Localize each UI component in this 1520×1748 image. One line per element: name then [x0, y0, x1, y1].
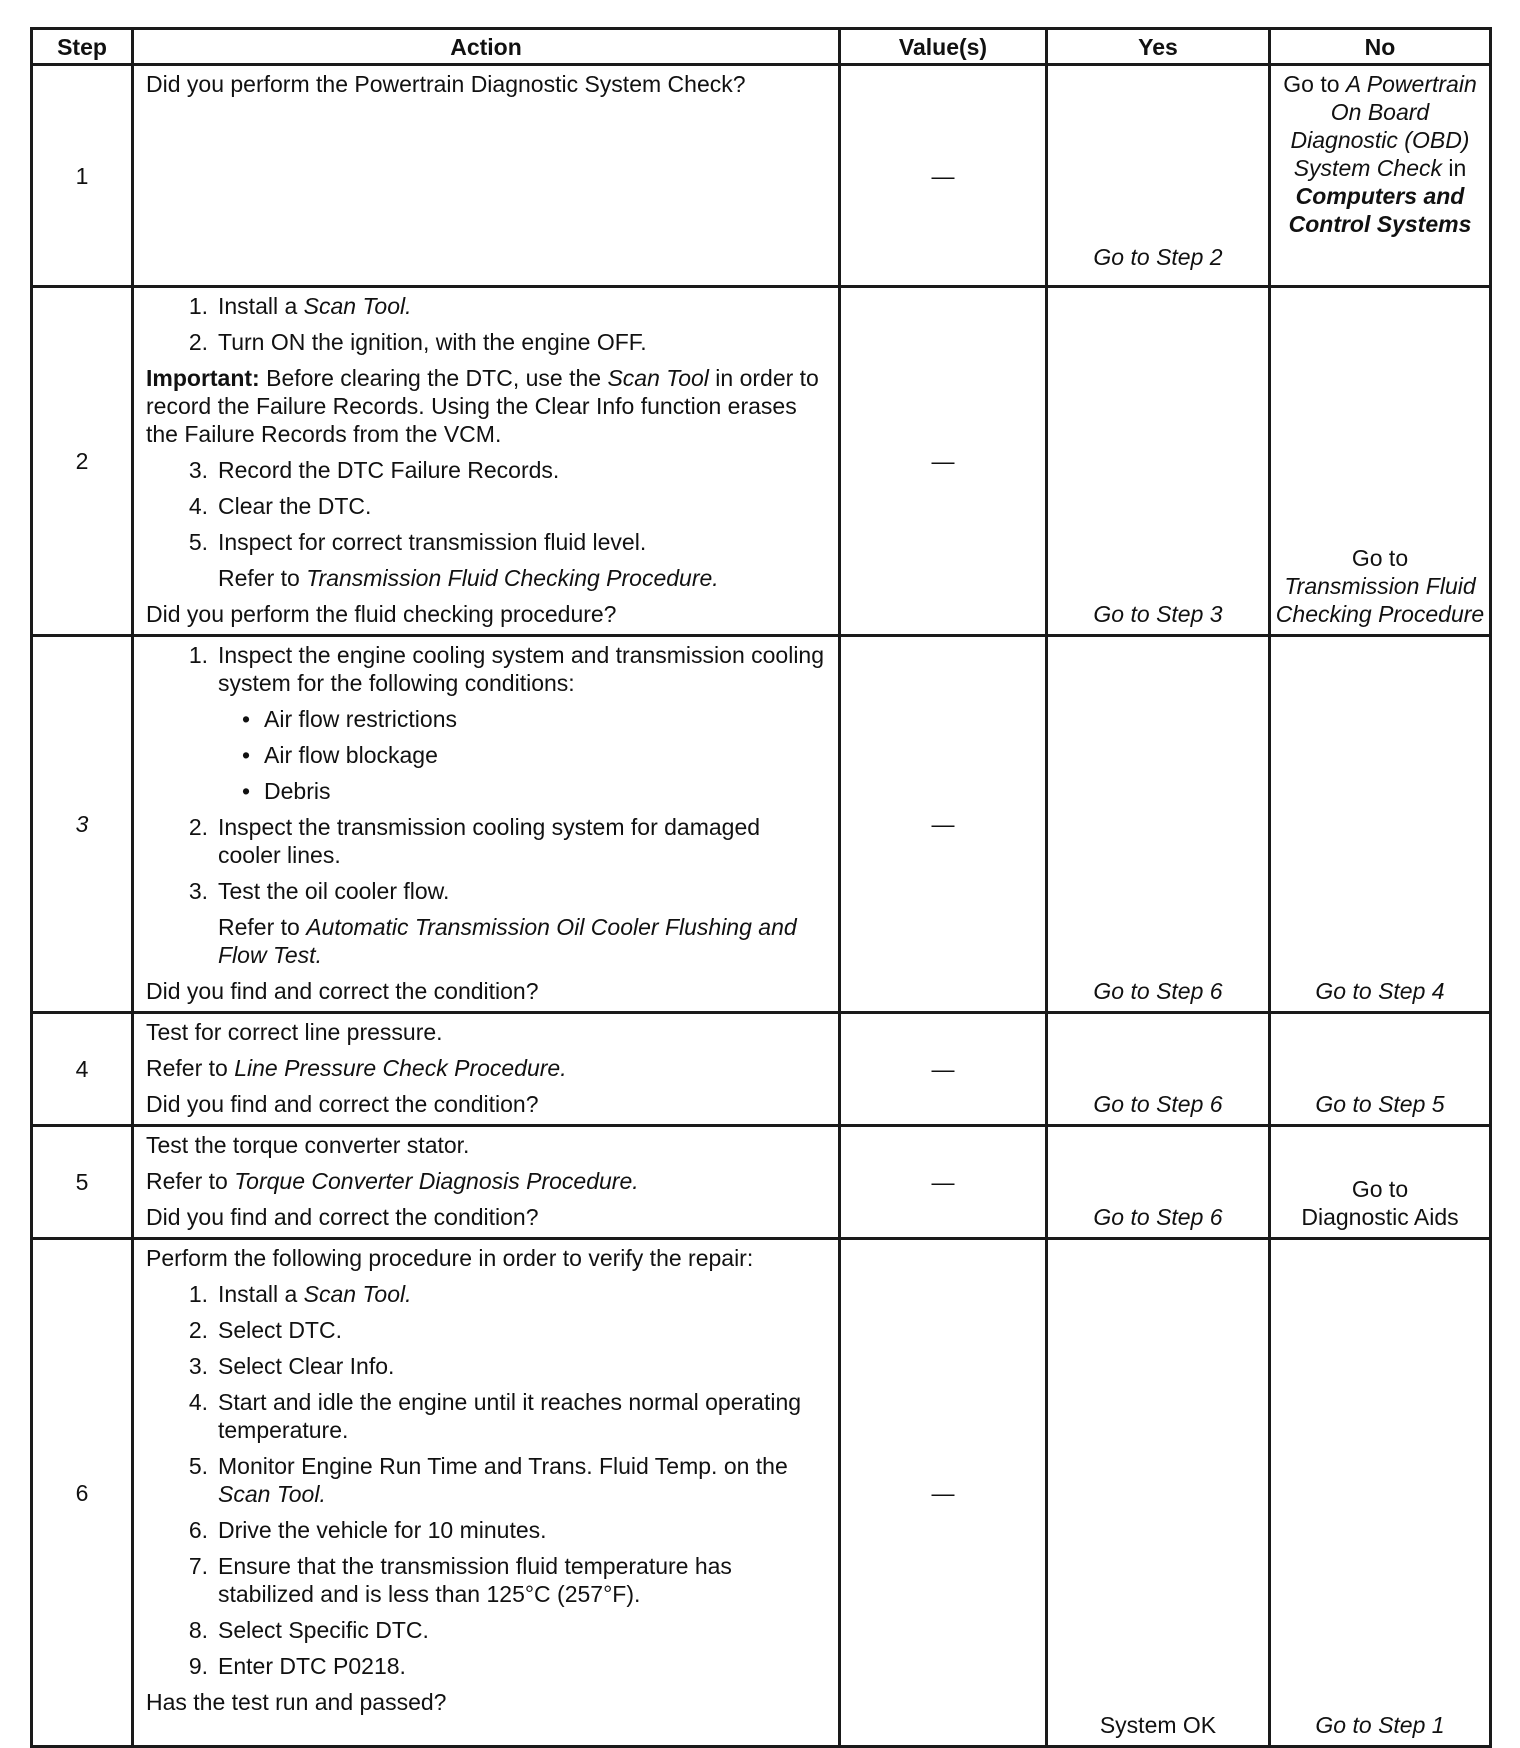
step-number: 3	[32, 636, 133, 1013]
action-cell	[133, 287, 840, 636]
diagnostic-table-page	[30, 27, 1485, 1748]
list-item: 4. Clear the DTC.	[188, 493, 372, 519]
step-number: 6	[32, 1239, 133, 1747]
list-item: 6. Drive the vehicle for 10 minutes.	[188, 1517, 547, 1543]
list-item: 9. Enter DTC P0218.	[188, 1653, 406, 1679]
reference: Refer to Line Pressure Check Procedure.	[146, 1055, 567, 1081]
list-item: 1. Install a Scan Tool.	[188, 293, 412, 319]
action-text: Test the torque converter stator.	[146, 1132, 470, 1158]
list-item: 2. Select DTC.	[188, 1317, 342, 1343]
no-cell: Go to Step 1	[1270, 1239, 1491, 1747]
header-yes: Yes	[1047, 29, 1270, 65]
header-no: No	[1270, 29, 1491, 65]
yes-cell: Go to Step 6	[1047, 1013, 1270, 1126]
action-cell	[133, 1126, 840, 1239]
bullet-item: • Air flow blockage	[242, 742, 438, 768]
yes-cell: Go to Step 2	[1047, 65, 1270, 287]
diagnostic-table	[30, 27, 1492, 1748]
action-cell	[133, 1013, 840, 1126]
yes-cell: System OK	[1047, 1239, 1270, 1747]
action-cell	[133, 1239, 840, 1747]
reference: Refer to Transmission Fluid Checking Procedure.	[218, 565, 719, 591]
no-cell: Go to A Powertrain On Board Diagnostic (OBD) System Check in Computers and Control Systems	[1270, 65, 1491, 287]
list-item: 3. Test the oil cooler flow.	[188, 878, 450, 904]
header-row	[32, 29, 1491, 65]
step-number: 5	[32, 1126, 133, 1239]
reference: Refer to Torque Converter Diagnosis Procedure.	[146, 1168, 639, 1194]
no-cell: Go to Step 4	[1270, 636, 1491, 1013]
list-item: 2. Inspect the transmission cooling system for damaged cooler lines.	[188, 814, 761, 868]
step-number: 1	[32, 65, 133, 287]
table-row	[32, 65, 1491, 287]
question: Did you find and correct the condition?	[146, 978, 539, 1004]
list-item: 7. Ensure that the transmission fluid temperature has stabilized and is less than 125°C (257°F).	[188, 1553, 732, 1607]
yes-cell: Go to Step 6	[1047, 636, 1270, 1013]
step-number: 2	[32, 287, 133, 636]
value-cell: —	[840, 1013, 1047, 1126]
header-values: Value(s)	[840, 29, 1047, 65]
table-row	[32, 636, 1491, 1013]
list-item: 5. Inspect for correct transmission fluid level.	[188, 529, 647, 555]
yes-cell: Go to Step 3	[1047, 287, 1270, 636]
no-cell: Go to Diagnostic Aids	[1270, 1126, 1491, 1239]
list-item: 8. Select Specific DTC.	[188, 1617, 429, 1643]
important-note: Important: Before clearing the DTC, use the Scan Tool in order to record the Failure Records. Using the Clear Info function erases the Failure Records from the VCM.	[146, 365, 819, 447]
question: Did you find and correct the condition?	[146, 1091, 539, 1117]
list-item: 3. Record the DTC Failure Records.	[188, 457, 560, 483]
question: Has the test run and passed?	[146, 1689, 447, 1715]
action-text: Test for correct line pressure.	[146, 1019, 443, 1045]
list-item: 2. Turn ON the ignition, with the engine OFF.	[188, 329, 647, 355]
list-item: 4. Start and idle the engine until it reaches normal operating temperature.	[188, 1389, 802, 1443]
step-number: 4	[32, 1013, 133, 1126]
value-cell: —	[840, 1239, 1047, 1747]
value-cell: —	[840, 65, 1047, 287]
bullet-item: • Air flow restrictions	[242, 706, 457, 732]
list-item: 5. Monitor Engine Run Time and Trans. Fluid Temp. on the Scan Tool.	[188, 1453, 788, 1507]
question: Did you perform the fluid checking procedure?	[146, 601, 617, 627]
action-cell	[133, 636, 840, 1013]
intro-text: Perform the following procedure in order to verify the repair:	[146, 1245, 754, 1271]
no-cell: Go to Transmission Fluid Checking Procedure	[1270, 287, 1491, 636]
question: Did you find and correct the condition?	[146, 1204, 539, 1230]
header-action: Action	[133, 29, 840, 65]
table-row	[32, 1239, 1491, 1747]
bullet-item: • Debris	[242, 778, 331, 804]
yes-cell: Go to Step 6	[1047, 1126, 1270, 1239]
table-row	[32, 1126, 1491, 1239]
value-cell: —	[840, 1126, 1047, 1239]
action-cell	[133, 65, 840, 287]
question: Did you perform the Powertrain Diagnostic System Check?	[146, 71, 746, 97]
no-cell: Go to Step 5	[1270, 1013, 1491, 1126]
header-step: Step	[32, 29, 133, 65]
value-cell: —	[840, 287, 1047, 636]
table-row	[32, 287, 1491, 636]
value-cell: —	[840, 636, 1047, 1013]
reference: Refer to Automatic Transmission Oil Cooler Flushing and Flow Test.	[218, 914, 797, 968]
list-item: 1. Inspect the engine cooling system and transmission cooling system for the following conditions:	[188, 642, 825, 696]
list-item: 1. Install a Scan Tool.	[188, 1281, 412, 1307]
list-item: 3. Select Clear Info.	[188, 1353, 395, 1379]
table-row	[32, 1013, 1491, 1126]
